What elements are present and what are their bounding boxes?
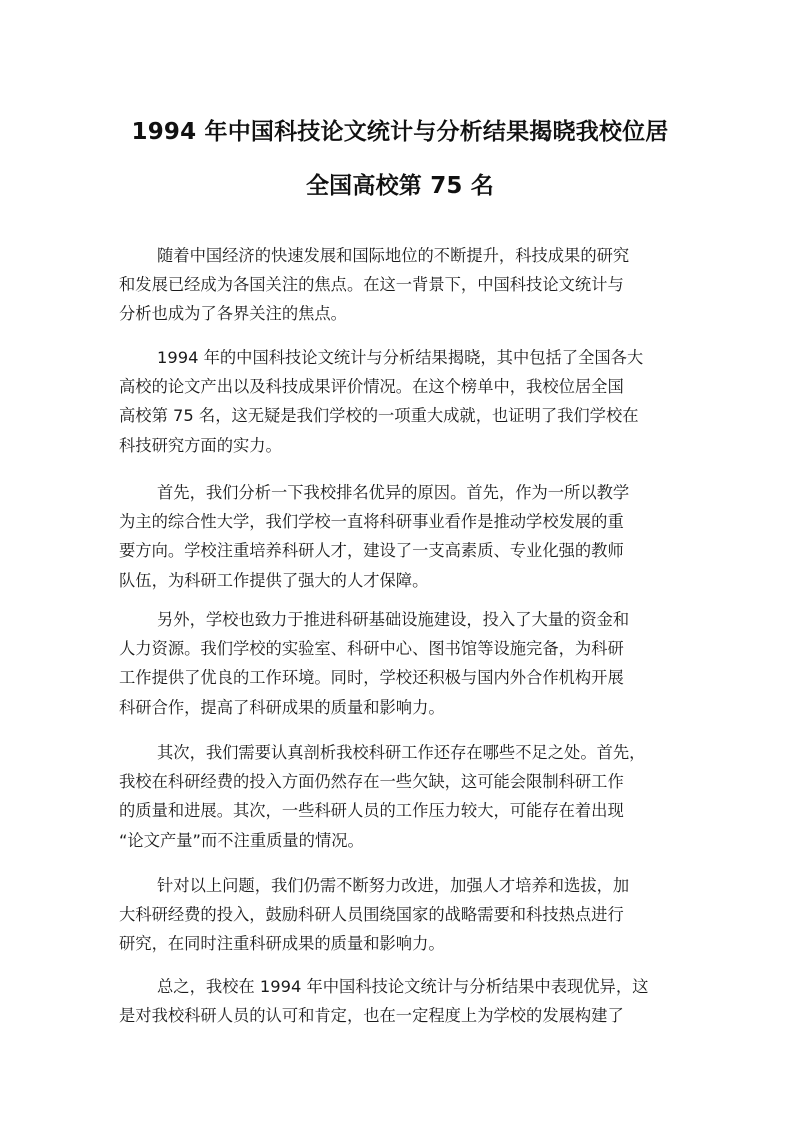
paragraph-line: 大科研经费的投入，鼓励科研人员围绕国家的战略需要和科技热点进行 [119,905,624,925]
paragraph-1 [119,241,699,329]
paragraph-line: 另外，学校也致力于推进科研基础设施建设，投入了大量的资金和 [157,610,630,629]
paragraph-line: 科研合作，提高了科研成果的质量和影响力。 [119,697,445,717]
paragraph-line: 其次，我们需要认真剖析我校科研工作还存在哪些不足之处。首先， [157,743,646,762]
paragraph-line: 首先，我们分析一下我校排名优异的原因。首先，作为一所以教学 [157,483,630,502]
paragraph-2 [119,343,699,460]
paragraph-line: 我校在科研经费的投入方面仍然存在一些欠缺，这可能会限制科研工作 [119,772,624,792]
paragraph-line: 是对我校科研人员的认可和肯定，也在一定程度上为学校的发展构建了 [119,1006,624,1026]
paragraph-line: 总之，我校在 1994 年中国科技论文统计与分析结果中表现优异，这 [157,977,649,996]
paragraph-line: 的质量和进展。其次，一些科研人员的工作压力较大，可能存在着出现 [119,801,624,821]
paragraph-4 [119,605,699,722]
paragraph-7 [119,972,699,1030]
paragraph-line: 分析也成为了各界关注的焦点。 [119,304,347,324]
paragraph-line: 要方向。学校注重培养科研人才，建设了一支高素质、专业化强的教师 [119,541,624,561]
paragraph-line: 队伍，为科研工作提供了强大的人才保障。 [119,570,429,590]
paragraph-5 [119,738,699,855]
paragraph-line: “论文产量”而不注重质量的情况。 [119,830,364,850]
paragraph-line: 工作提供了优良的工作环境。同时，学校还积极与国内外合作机构开展 [119,668,624,688]
paragraph-line: 针对以上问题，我们仍需不断努力改进，加强人才培养和选拔，加 [157,876,630,895]
paragraph-line: 为主的综合性大学，我们学校一直将科研事业看作是推动学校发展的重 [119,512,624,532]
paragraph-line: 研究，在同时注重科研成果的质量和影响力。 [119,934,445,954]
paragraph-6 [119,871,699,959]
document-title-line-1: 1994 年中国科技论文统计与分析结果揭晓我校位居 [131,119,669,145]
paragraph-line: 和发展已经成为各国关注的焦点。在这一背景下，中国科技论文统计与 [119,275,624,295]
paragraph-line: 人力资源。我们学校的实验室、科研中心、图书馆等设施完备，为科研 [119,639,624,659]
paragraph-3 [119,478,699,595]
paragraph-line: 科技研究方面的实力。 [119,435,282,455]
paragraph-line: 高校第 75 名，这无疑是我们学校的一项重大成就，也证明了我们学校在 [119,406,639,426]
paragraph-line: 高校的论文产出以及科技成果评价情况。在这个榜单中，我校位居全国 [119,377,624,397]
paragraph-line: 1994 年的中国科技论文统计与分析结果揭晓，其中包括了全国各大 [157,348,644,367]
paragraph-line: 随着中国经济的快速发展和国际地位的不断提升，科技成果的研究 [157,246,630,265]
document-title-line-2: 全国高校第 75 名 [305,173,495,199]
